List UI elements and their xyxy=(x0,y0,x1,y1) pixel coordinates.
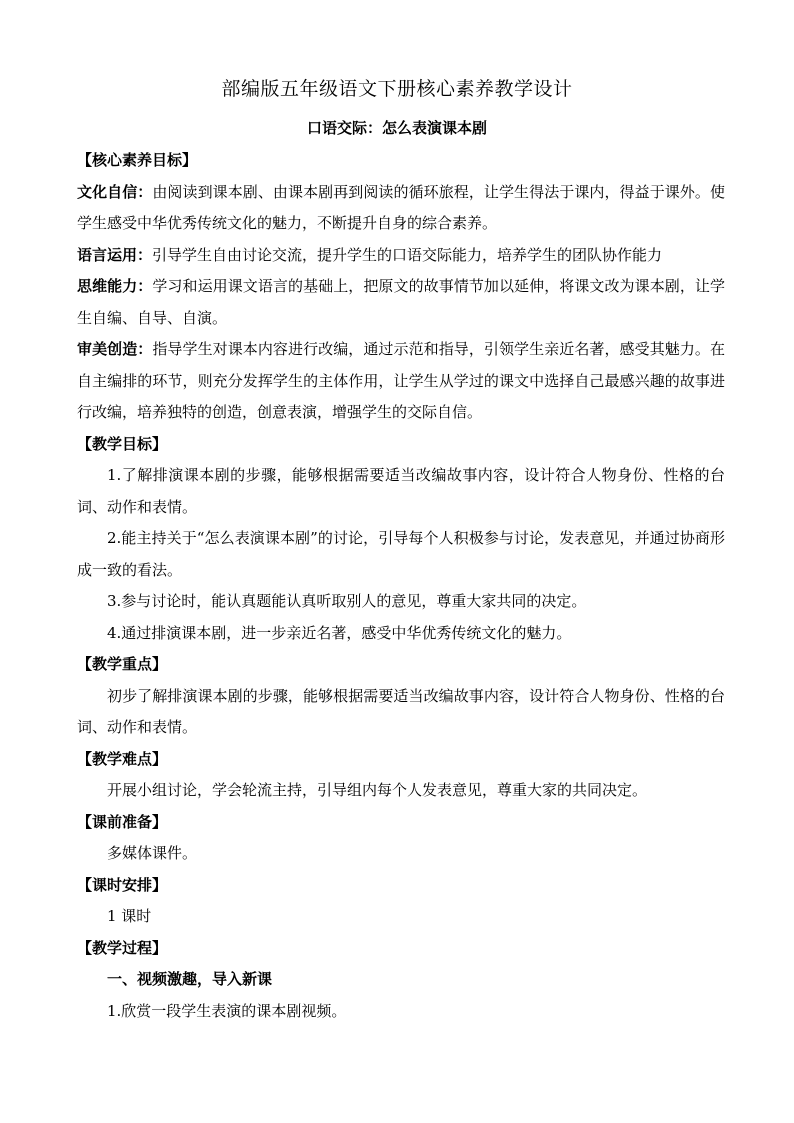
difficulties-text: 开展小组讨论，学会轮流主持，引导组内每个人发表意见，尊重大家的共同决定。 xyxy=(107,781,648,799)
teaching-goal-item: 2.能主持关于“怎么表演课本剧”的讨论，引导每个人积极参与讨论，发表意见，并通过协商形成一致的看法。 xyxy=(77,529,725,579)
text-aesthetic: 指导学生对课本内容进行改编，通过示范和指导，引领学生亲近名著，感受其魅力。在自主编排的环节，则充分发挥学生的主体作用，让学生从学过的课文中选择自己最感兴趣的故事进行改编，培养独特的创造，创意表演，增强学生的交际自信。 xyxy=(77,340,725,421)
document-subtitle: 口语交际：怎么表演课本剧 xyxy=(306,119,487,137)
paragraph-language xyxy=(77,240,725,272)
document-title: 部编版五年级语文下册核心素养教学设计 xyxy=(221,78,573,100)
text-culture: 由阅读到课本剧、由课本剧再到阅读的循环旅程，让学生得法于课内，得益于课外。使学生感受中华优秀传统文化的魅力，不断提升自身的综合素养。 xyxy=(77,182,725,232)
section-heading-difficulties: 【教学难点】 xyxy=(77,749,168,768)
schedule-text: 1 课时 xyxy=(107,907,152,925)
label-aesthetic: 审美创造： xyxy=(77,340,153,358)
section-heading-teaching-goals: 【教学目标】 xyxy=(77,434,168,453)
section-heading-process: 【教学过程】 xyxy=(77,938,168,957)
document-body xyxy=(77,145,725,1027)
teaching-goal-item: 3.参与讨论时，能认真题能认真听取别人的意见，尊重大家共同的决定。 xyxy=(107,592,587,610)
paragraph-aesthetic xyxy=(77,334,725,429)
key-points-text: 初步了解排演课本剧的步骤，能够根据需要适当改编故事内容，设计符合人物身份、性格的台词、动作和表情。 xyxy=(77,686,725,736)
section-heading-core-goals: 【核心素养目标】 xyxy=(77,151,198,169)
paragraph-culture xyxy=(77,177,725,240)
section-heading-key-points: 【教学重点】 xyxy=(77,655,168,673)
label-culture: 文化自信： xyxy=(77,182,153,201)
teaching-goal-item: 1.了解排演课本剧的步骤，能够根据需要适当改编故事内容，设计符合人物身份、性格的台词、动作和表情。 xyxy=(77,466,725,516)
label-language: 语言运用： xyxy=(77,245,153,264)
text-thinking: 学习和运用课文语言的基础上，把原文的故事情节加以延伸，将课文改为课本剧，让学生自编、自导、自演。 xyxy=(77,277,725,327)
section-heading-schedule: 【课时安排】 xyxy=(77,875,168,894)
process-step-title: 一、视频激趣，导入新课 xyxy=(107,970,273,988)
teaching-goal-item: 4.通过排演课本剧，进一步亲近名著，感受中华优秀传统文化的魅力。 xyxy=(107,623,572,642)
text-language: 引导学生自由讨论交流，提升学生的口语交际能力，培养学生的团队协作能力 xyxy=(152,245,663,264)
section-heading-preparation: 【课前准备】 xyxy=(77,812,168,831)
label-thinking: 思维能力： xyxy=(77,277,153,295)
preparation-text: 多媒体课件。 xyxy=(107,844,198,862)
process-step-item: 1.欣赏一段学生表演的课本剧视频。 xyxy=(107,1001,347,1020)
paragraph-thinking xyxy=(77,271,725,334)
